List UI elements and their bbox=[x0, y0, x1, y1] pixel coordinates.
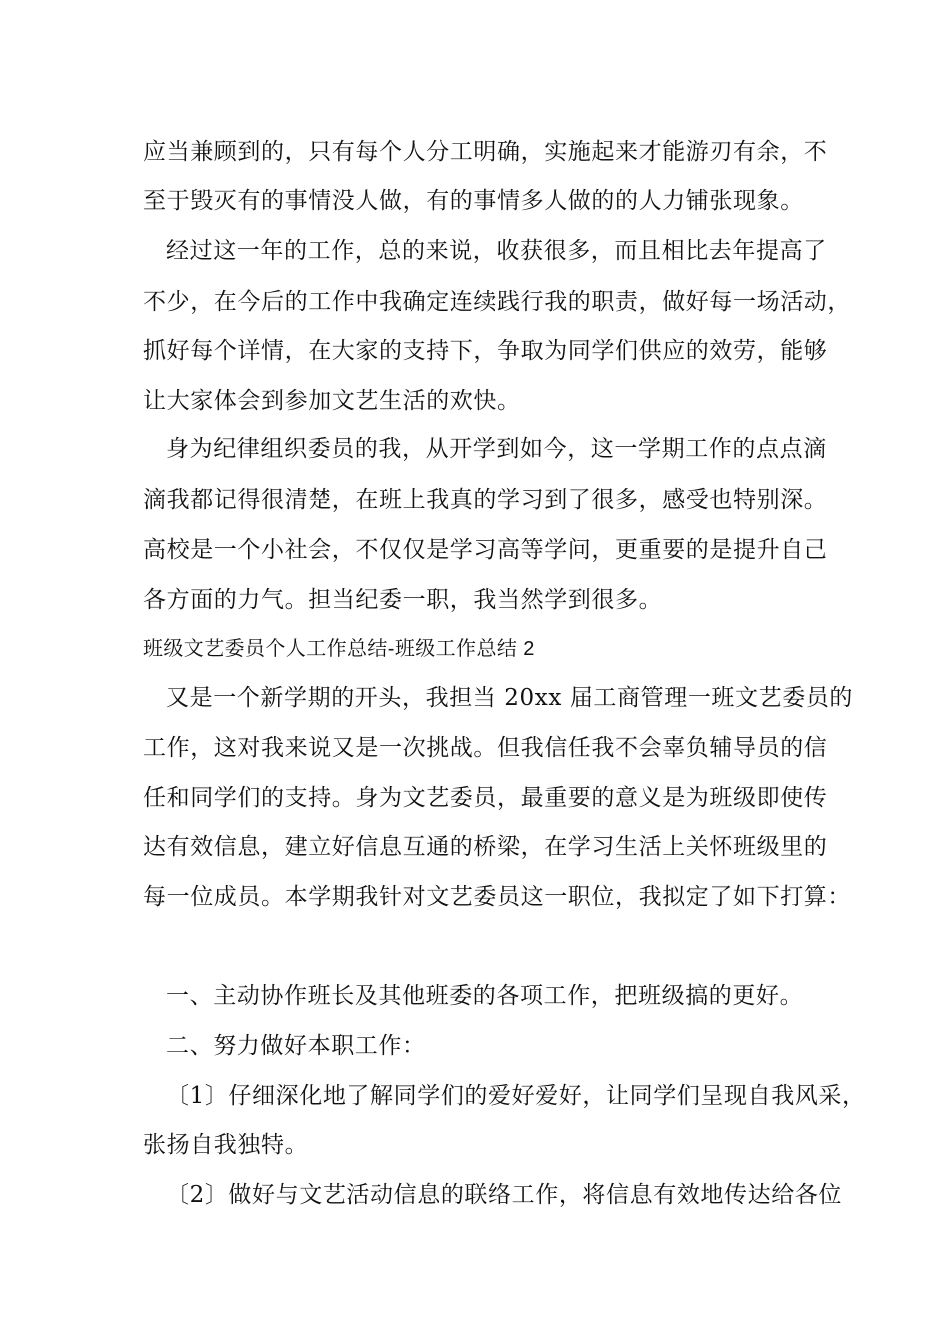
paragraph-line: 抓好每个详情，在大家的支持下，争取为同学们供应的效劳，能够 bbox=[143, 338, 828, 364]
list-item: 二、努力做好本职工作： bbox=[166, 1033, 426, 1059]
paragraph-line: 高校是一个小社会，不仅仅是学习高等学问，更重要的是提升自己 bbox=[143, 537, 828, 563]
paragraph-line: 工作，这对我来说又是一次挑战。但我信任我不会辜负辅导员的信 bbox=[143, 735, 828, 761]
paragraph-line: 让大家体会到参加文艺生活的欢快。 bbox=[143, 388, 521, 414]
list-item: 〔1〕仔细深化地了解同学们的爱好爱好，让同学们呈现自我风采， bbox=[166, 1083, 866, 1109]
paragraph-line: 达有效信息，建立好信息互通的桥梁，在学习生活上关怀班级里的 bbox=[143, 834, 828, 860]
paragraph-line: 又是一个新学期的开头，我担当 20xx 届工商管理一班文艺委员的 bbox=[166, 685, 854, 711]
paragraph-line: 至于毁灭有的事情没人做，有的事情多人做的的人力铺张现象。 bbox=[143, 188, 804, 214]
paragraph-line: 应当兼顾到的，只有每个人分工明确，实施起来才能游刃有余，不 bbox=[143, 139, 828, 165]
paragraph-line: 各方面的力气。担当纪委一职，我当然学到很多。 bbox=[143, 587, 663, 613]
section-heading: 班级文艺委员个人工作总结-班级工作总结 2 bbox=[143, 638, 535, 660]
paragraph-line: 经过这一年的工作，总的来说，收获很多，而且相比去年提高了 bbox=[166, 238, 827, 264]
paragraph-line: 身为纪律组织委员的我，从开学到如今，这一学期工作的点点滴 bbox=[166, 436, 827, 462]
paragraph-line: 每一位成员。本学期我针对文艺委员这一职位，我拟定了如下打算： bbox=[143, 884, 851, 910]
paragraph-line: 滴我都记得很清楚，在班上我真的学习到了很多，感受也特别深。 bbox=[143, 487, 828, 513]
list-item: 〔2〕做好与文艺活动信息的联络工作，将信息有效地传达给各位 bbox=[166, 1182, 843, 1208]
paragraph-line: 张扬自我独特。 bbox=[143, 1132, 309, 1158]
list-item: 一、主动协作班长及其他班委的各项工作，把班级搞的更好。 bbox=[166, 983, 804, 1009]
paragraph-line: 不少，在今后的工作中我确定连续践行我的职责，做好每一场活动， bbox=[143, 289, 851, 315]
paragraph-line: 任和同学们的支持。身为文艺委员，最重要的意义是为班级即使传 bbox=[143, 785, 828, 811]
